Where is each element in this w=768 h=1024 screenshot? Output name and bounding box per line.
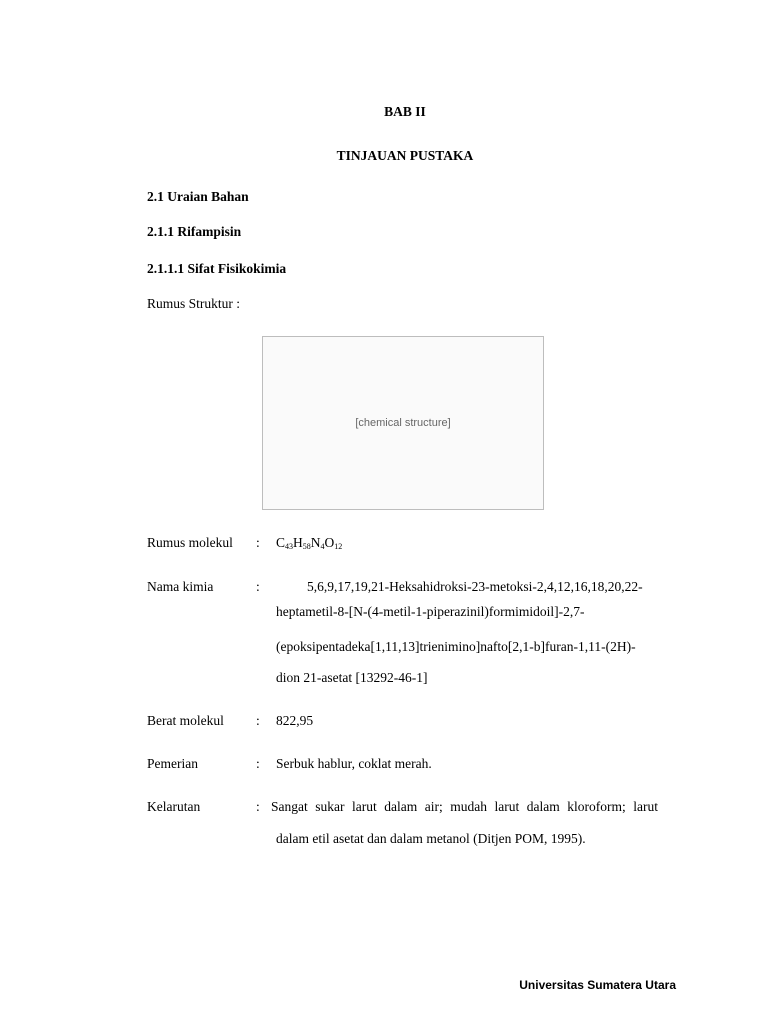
solubility-line-2: dalam etil asetat dan dalam metanol (Ditjen POM, 1995). xyxy=(276,831,586,846)
chemical-structure-image xyxy=(262,336,544,510)
appearance-label: Pemerian xyxy=(147,756,198,771)
chemname-line-2: heptametil-8-[N-(4-metil-1-piperazinil)formimidoil]-2,7- xyxy=(276,604,585,619)
formula-value: $C_{43}H_{58}N_4O_{12}$ xyxy=(276,535,343,551)
section-heading-2-1-1: 2.1.1 Rifampisin xyxy=(147,224,242,239)
chapter-heading: BAB II xyxy=(384,104,426,119)
solubility-colon: : xyxy=(256,799,260,814)
chemname-line-4: dion 21-asetat [13292-46-1] xyxy=(276,670,428,685)
solubility-line-1: Sangat sukar larut dalam air; mudah larut dalam kloroform; larut xyxy=(271,799,658,814)
page-footer: Universitas Sumatera Utara xyxy=(519,978,676,992)
weight-value: 822,95 xyxy=(276,713,314,728)
appearance-value: Serbuk hablur, coklat merah. xyxy=(276,756,432,771)
chemical-structure-placeholder: [chemical structure] xyxy=(355,417,451,429)
chemname-colon: : xyxy=(256,579,260,594)
section-heading-2-1-1-1: 2.1.1.1 Sifat Fisikokimia xyxy=(147,261,287,276)
chemname-label: Nama kimia xyxy=(147,579,214,594)
formula-label: Rumus molekul xyxy=(147,535,233,550)
solubility-label: Kelarutan xyxy=(147,799,201,814)
formula-colon: : xyxy=(256,535,260,550)
appearance-colon: : xyxy=(256,756,260,771)
weight-colon: : xyxy=(256,713,260,728)
chemname-line-1: 5,6,9,17,19,21-Heksahidroksi-23-metoksi-2,4,12,16,18,20,22- xyxy=(307,579,643,594)
chapter-title: TINJAUAN PUSTAKA xyxy=(336,148,474,163)
structure-label: Rumus Struktur : xyxy=(147,296,241,311)
weight-label: Berat molekul xyxy=(147,713,224,728)
section-heading-2-1: 2.1 Uraian Bahan xyxy=(147,189,249,204)
chemname-line-3: (epoksipentadeka[1,11,13]trienimino]nafto[2,1-b]furan-1,11-(2H)- xyxy=(276,639,636,654)
